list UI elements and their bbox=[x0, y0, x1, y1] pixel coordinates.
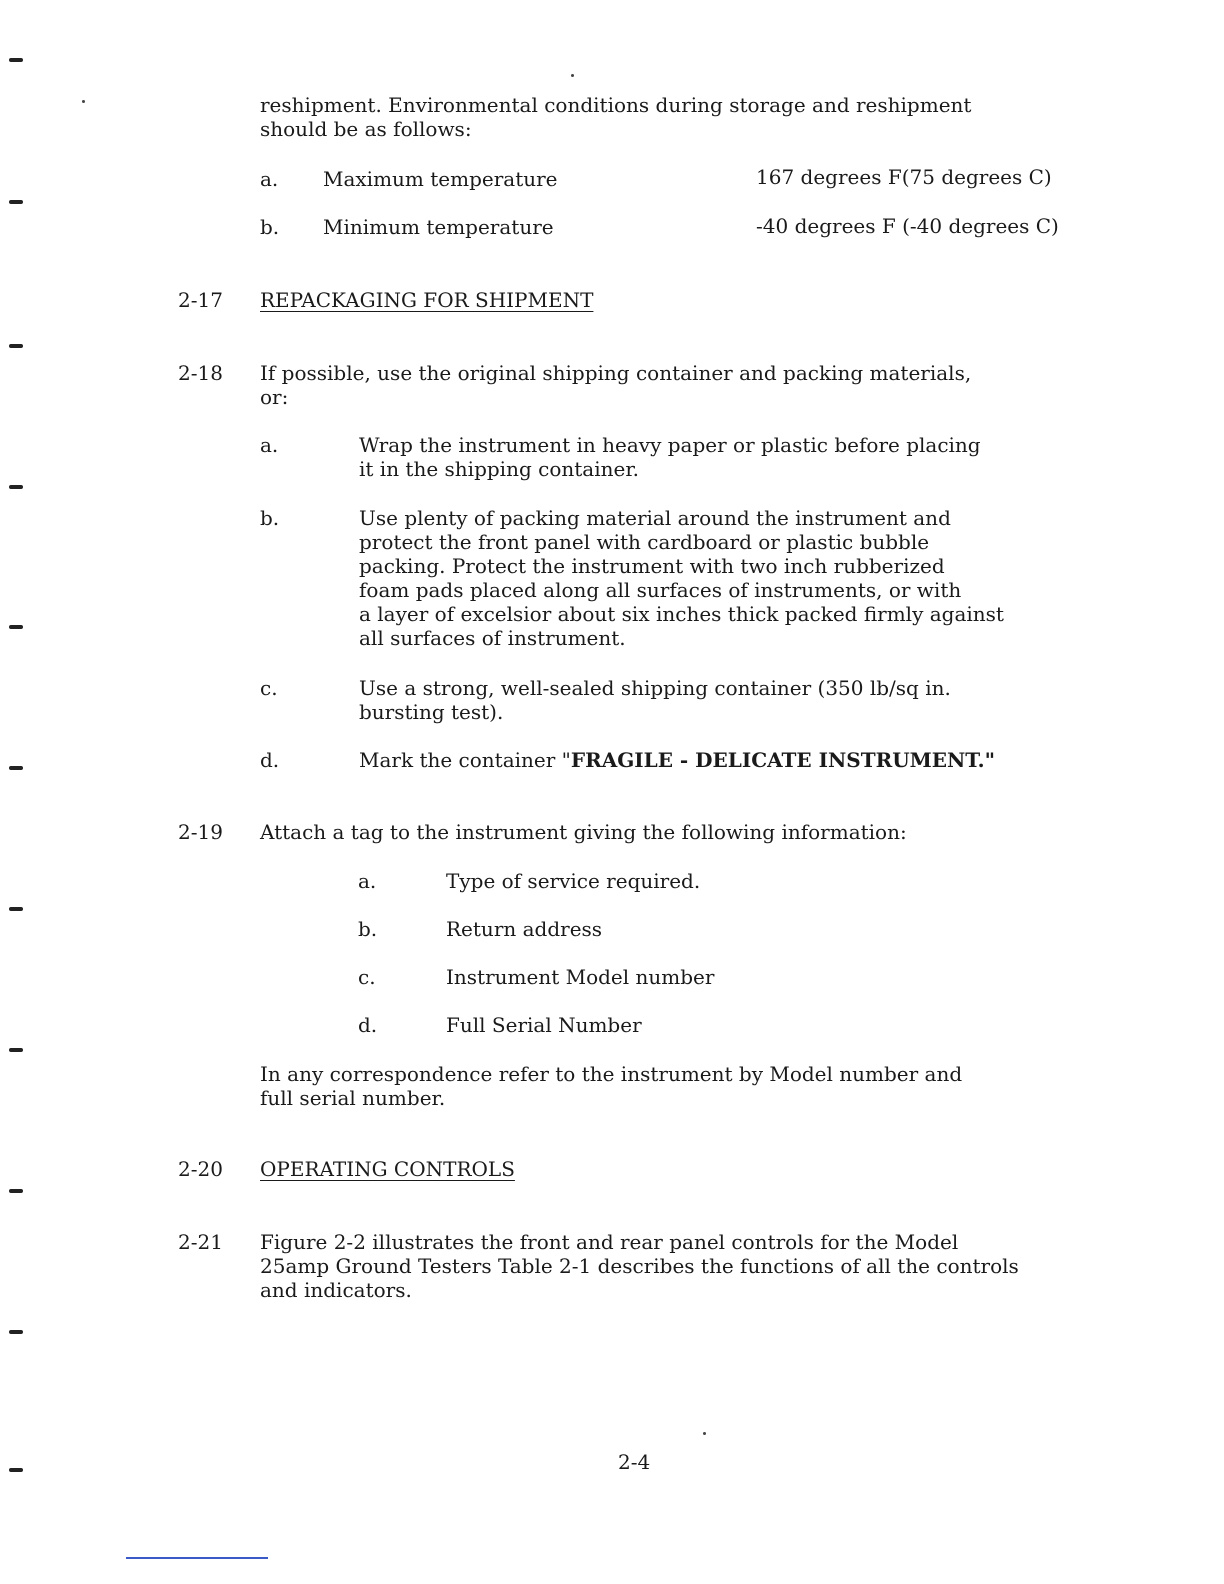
paragraph-number: 2-19 bbox=[178, 820, 223, 844]
paragraph-number: 2-18 bbox=[178, 361, 223, 385]
paragraph-text: If possible, use the original shipping container and packing materials, or: bbox=[260, 361, 972, 409]
margin-mark bbox=[9, 344, 23, 348]
margin-mark bbox=[9, 907, 23, 911]
list-letter: b. bbox=[358, 917, 378, 941]
intro-paragraph: reshipment. Environmental conditions during storage and reshipment should be as follows: bbox=[260, 93, 972, 141]
section-number: 2-17 bbox=[178, 288, 223, 312]
list-item-text: Return address bbox=[446, 917, 603, 941]
section-heading: OPERATING CONTROLS bbox=[260, 1157, 515, 1181]
list-item-text bbox=[359, 748, 995, 772]
list-item-text: Full Serial Number bbox=[446, 1013, 642, 1037]
margin-mark bbox=[9, 625, 23, 629]
list-letter: c. bbox=[358, 965, 376, 989]
paragraph-text: Figure 2-2 illustrates the front and rear panel controls for the Model 25amp Ground Testers Table 2-1 describes the functions of all the controls and indicators. bbox=[260, 1230, 1019, 1302]
correspondence-note: In any correspondence refer to the instrument by Model number and full serial number. bbox=[260, 1062, 963, 1110]
section-heading: REPACKAGING FOR SHIPMENT bbox=[260, 288, 594, 312]
condition-value: 167 degrees F(75 degrees C) bbox=[756, 165, 1052, 189]
list-item-prefix: Mark the container " bbox=[359, 748, 571, 772]
list-item-text: Wrap the instrument in heavy paper or plastic before placing it in the shipping container. bbox=[359, 433, 981, 481]
list-item-text: Use a strong, well-sealed shipping container (350 lb/sq in. bursting test). bbox=[359, 676, 951, 724]
speck bbox=[571, 74, 574, 77]
list-letter: a. bbox=[358, 869, 377, 893]
margin-mark bbox=[9, 1330, 23, 1334]
margin-mark bbox=[9, 766, 23, 770]
section-number: 2-20 bbox=[178, 1157, 223, 1181]
list-letter: b. bbox=[260, 506, 280, 530]
page-number: 2-4 bbox=[618, 1450, 651, 1474]
paragraph-number: 2-21 bbox=[178, 1230, 223, 1254]
list-item-text: Type of service required. bbox=[446, 869, 701, 893]
condition-value: -40 degrees F (-40 degrees C) bbox=[756, 214, 1059, 238]
fragile-label: FRAGILE - DELICATE INSTRUMENT." bbox=[570, 748, 995, 772]
speck bbox=[82, 100, 85, 103]
margin-mark bbox=[9, 58, 23, 62]
margin-mark bbox=[9, 1189, 23, 1193]
speck bbox=[703, 1432, 706, 1435]
list-item-text: Instrument Model number bbox=[446, 965, 715, 989]
condition-letter: a. bbox=[260, 167, 279, 191]
list-letter: a. bbox=[260, 433, 279, 457]
list-letter: d. bbox=[260, 748, 280, 772]
list-letter: d. bbox=[358, 1013, 378, 1037]
paragraph-text: Attach a tag to the instrument giving the following information: bbox=[260, 820, 907, 844]
list-letter: c. bbox=[260, 676, 278, 700]
margin-mark bbox=[9, 200, 23, 204]
bottom-rule bbox=[126, 1557, 268, 1559]
margin-mark bbox=[9, 485, 23, 489]
condition-letter: b. bbox=[260, 215, 280, 239]
margin-mark bbox=[9, 1468, 23, 1472]
condition-label: Maximum temperature bbox=[323, 167, 558, 191]
condition-label: Minimum temperature bbox=[323, 215, 554, 239]
list-item-text: Use plenty of packing material around the instrument and protect the front panel with cardboard or plastic bubble packing. Protect the instrument with two inch rubberized foam pads placed along all surfaces of instruments, or with a layer of excelsior about six inches thick packed firmly against all surfaces of instrument. bbox=[359, 506, 1004, 650]
margin-mark bbox=[9, 1048, 23, 1052]
